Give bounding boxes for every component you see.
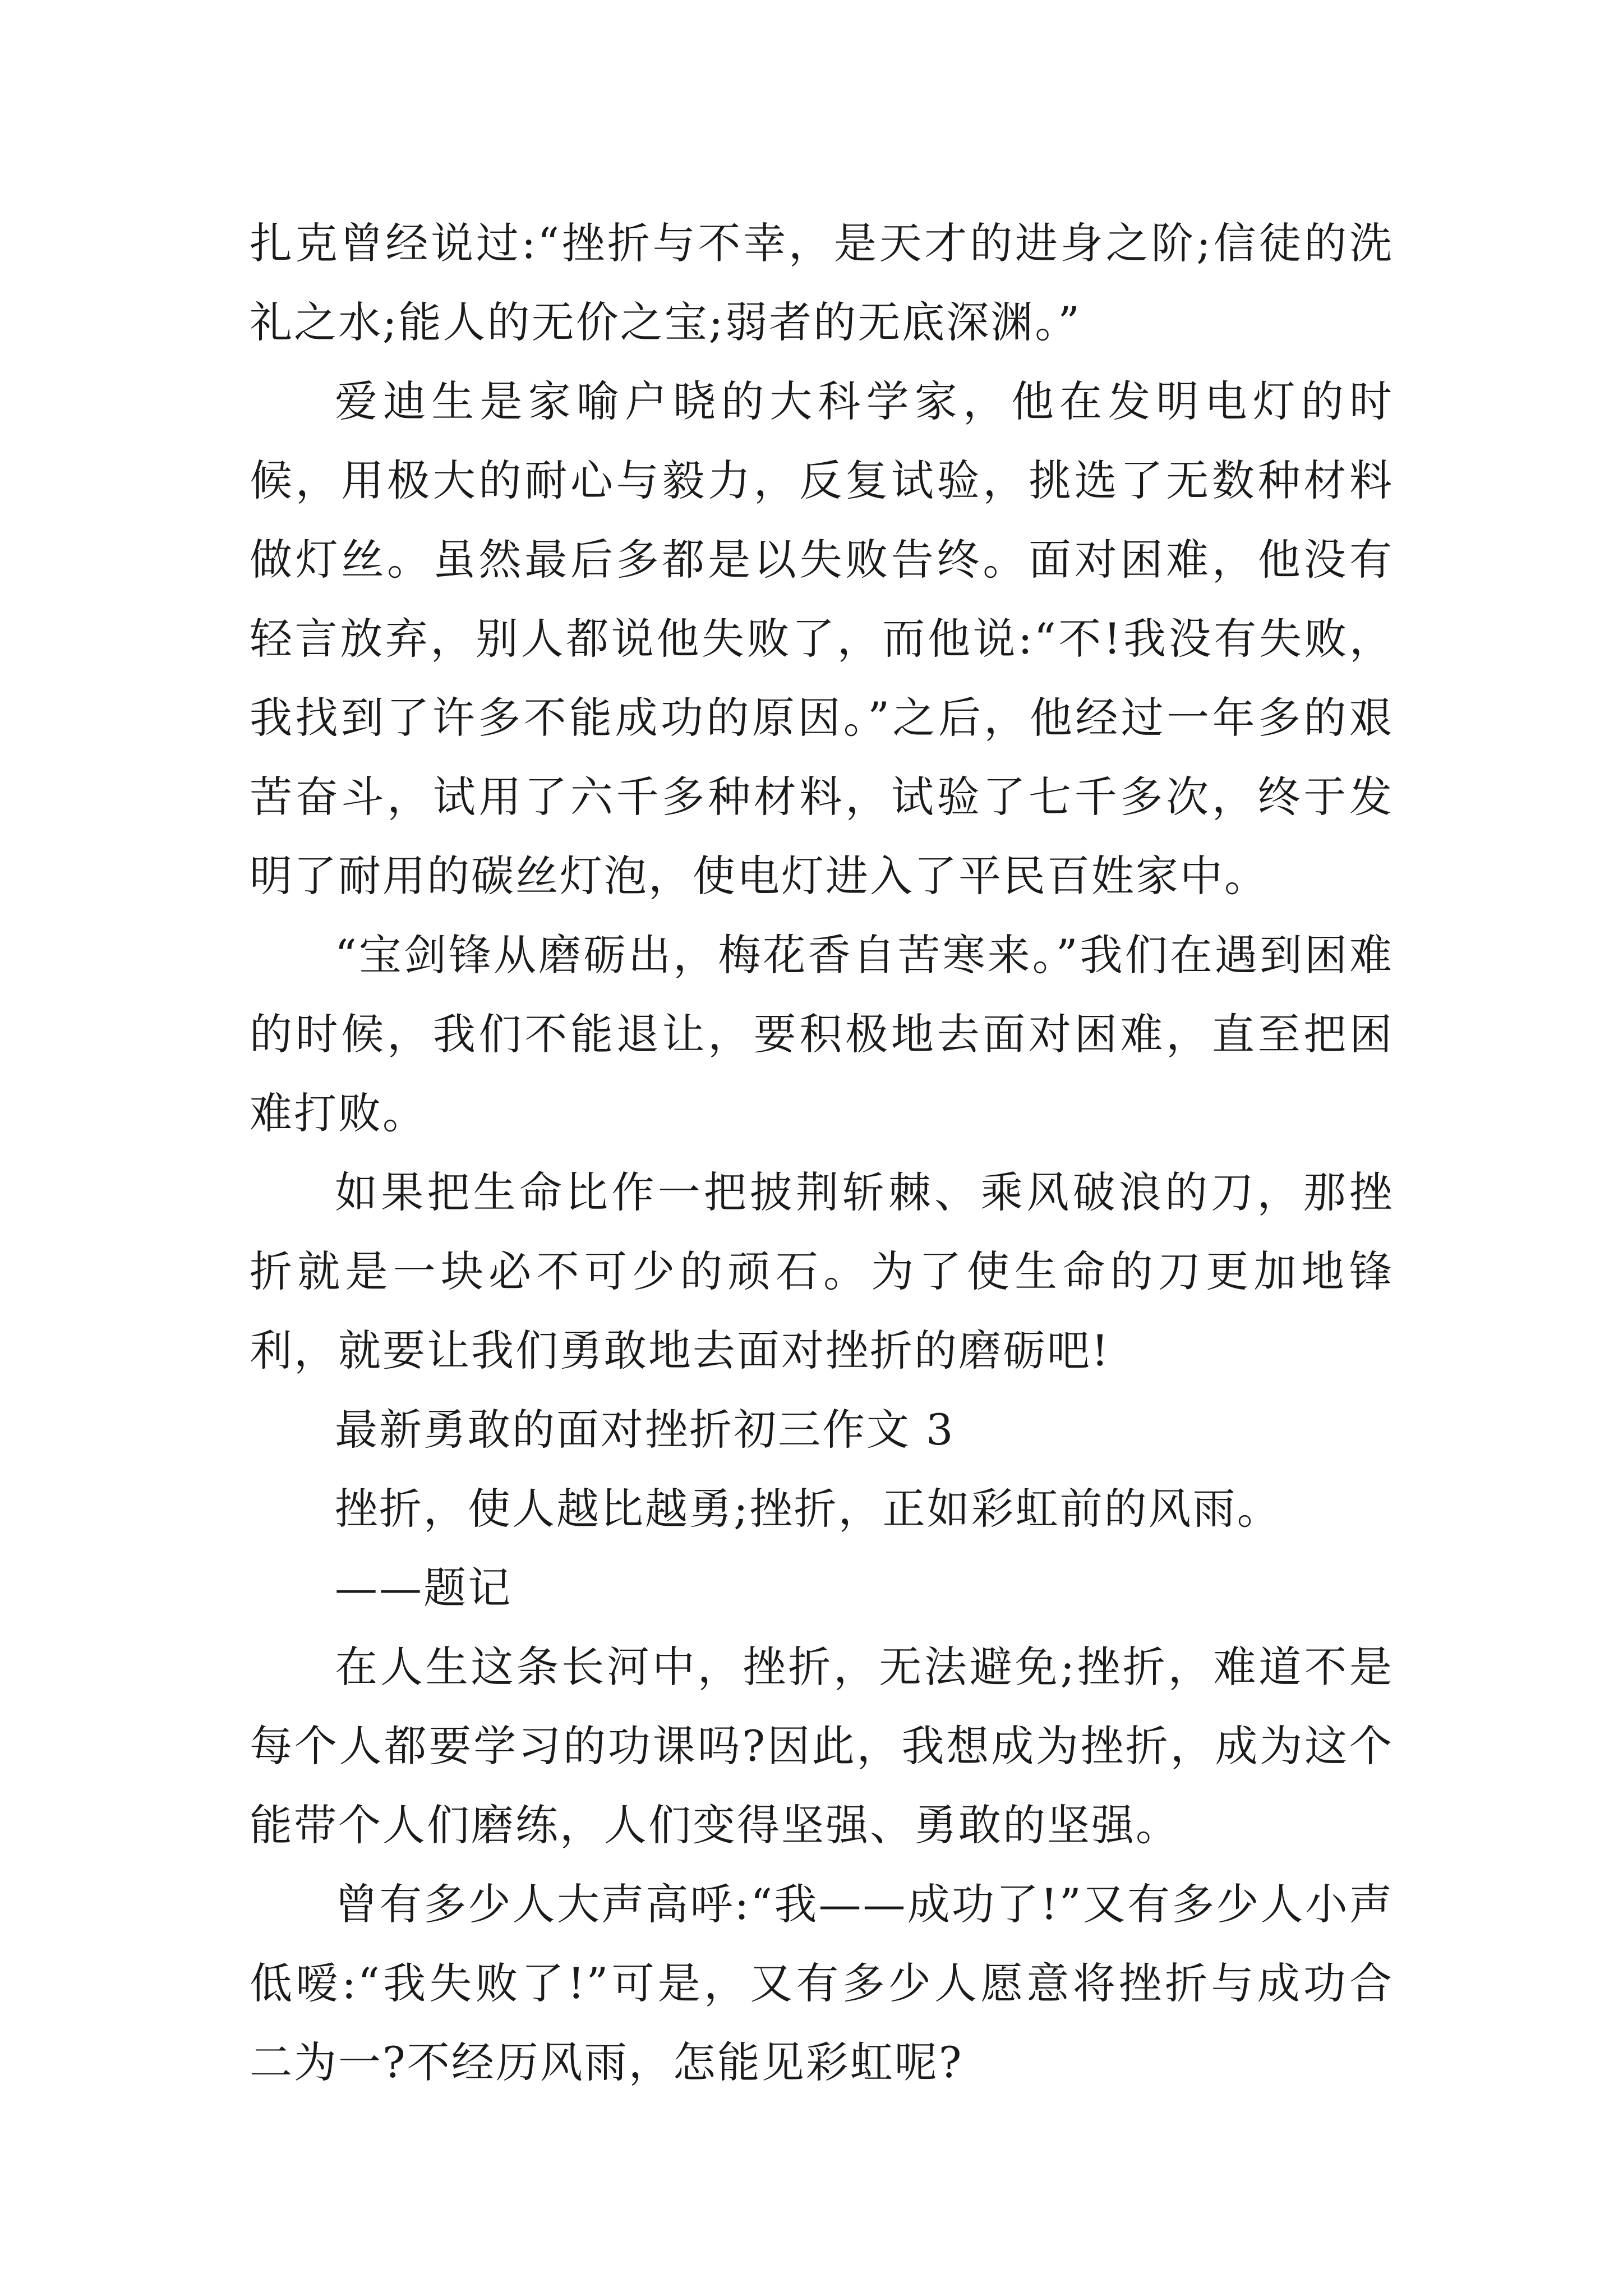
essay-epigraph: 挫折，使人越比越勇;挫折，正如彩虹前的风雨。 [335, 1484, 1281, 1534]
paragraph-balzac-quote: 扎克曾经说过:“挫折与不幸，是天才的进身之阶;信徒的洗礼之水;能人的无价之宝;弱者的无底深渊。” [250, 218, 1394, 347]
epigraph-attribution: ——题记 [335, 1563, 512, 1613]
paragraph-life-river: 在人生这条长河中，挫折，无法避免;挫折，难道不是每个人都要学习的功课吗?因此，我想成为挫折，成为这个能带个人们磨练，人们变得坚强、勇敢的坚强。 [250, 1642, 1394, 1850]
paragraph-life-knife: 如果把生命比作一把披荆斩棘、乘风破浪的刀，那挫折就是一块必不可少的顽石。为了使生命的刀更加地锋利，就要让我们勇敢地去面对挫折的磨砺吧! [250, 1167, 1394, 1375]
document-body [250, 204, 1394, 2102]
essay-title: 最新勇敢的面对挫折初三作文 3 [335, 1405, 955, 1455]
paragraph-edison: 爱迪生是家喻户晓的大科学家，他在发明电灯的时候，用极大的耐心与毅力，反复试验，挑选了无数种材料做灯丝。虽然最后多都是以失败告终。面对困难，他没有轻言放弃，别人都说他失败了，而他说:“不!我没有失败，我找到了许多不能成功的原因。”之后，他经过一年多的艰苦奋斗，试用了六千多种材料，试验了七千多次，终于发明了耐用的碳丝灯泡，使电灯进入了平民百姓家中。 [250, 376, 1394, 901]
paragraph-sword-proverb: “宝剑锋从磨砺出，梅花香自苦寒来。”我们在遇到困难的时候，我们不能退让，要积极地去面对困难，直至把困难打败。 [250, 930, 1394, 1138]
paragraph-success-failure: 曾有多少人大声高呼:“我——成功了!”又有多少人小声低嗳:“我失败了!”可是，又有多少人愿意将挫折与成功合二为一?不经历风雨，怎能见彩虹呢? [250, 1879, 1394, 2087]
